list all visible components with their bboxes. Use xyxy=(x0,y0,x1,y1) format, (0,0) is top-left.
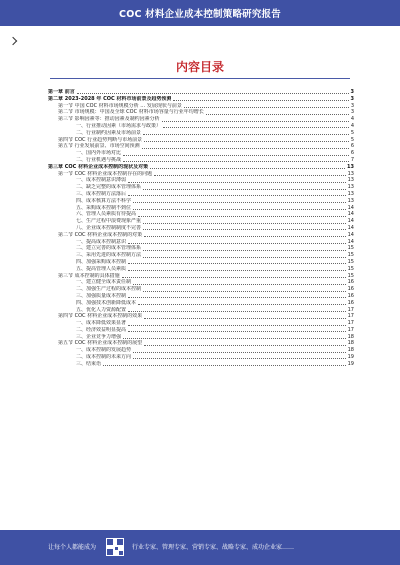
toc-entry-title: 三、成本控制方法落后 xyxy=(76,190,127,197)
toc-entry-page: 17 xyxy=(347,326,354,333)
toc-leader-dots xyxy=(128,263,346,264)
toc-leader-dots xyxy=(144,318,346,319)
toc-entry-page: 4 xyxy=(350,116,354,123)
toc-entry-page: 19 xyxy=(347,354,354,361)
toc-entry-title: 第二章 2023-2028 年 COC 材料市场前景及趋势预测 xyxy=(48,95,172,102)
toc-leader-dots xyxy=(143,189,346,190)
toc-entry-page: 18 xyxy=(347,333,354,340)
toc-entry-page: 15 xyxy=(347,258,354,265)
toc-entry-title: 二、建立完善的成本管理体系 xyxy=(76,245,142,252)
toc-leader-dots xyxy=(128,182,346,183)
toc-entry-title: 第三章 COC 材料企业成本控制的现状及对策 xyxy=(48,163,149,170)
toc-title: 内容目录 xyxy=(175,60,224,74)
toc-entry-title: 第四节 COC 行业趋势判断与市场前景 xyxy=(58,136,143,143)
toc-entry[interactable] xyxy=(48,313,354,320)
toc-leader-dots xyxy=(128,325,346,326)
toc-entry[interactable] xyxy=(48,191,354,198)
toc-leader-dots xyxy=(143,223,346,224)
footer-slogan-left: 让每个人都能成为 xyxy=(48,544,97,551)
toc-entry[interactable] xyxy=(48,103,354,110)
toc-leader-dots xyxy=(163,127,349,128)
toc-entry-title: 二、行业机遇与挑战 xyxy=(76,156,122,163)
toc-entry[interactable] xyxy=(48,177,354,184)
toc-entry-page: 3 xyxy=(350,102,354,109)
toc-entry-page: 13 xyxy=(347,190,354,197)
toc-leader-dots xyxy=(133,202,346,203)
toc-entry-title: 第一节 COC 材料企业成本控制存在的问题 xyxy=(58,170,153,177)
toc-entry-page: 14 xyxy=(347,238,354,245)
toc-entry-page: 18 xyxy=(347,340,354,347)
toc-entry[interactable] xyxy=(48,211,354,218)
footer-slogan-right: 行业专家、管理专家、营销专家、战略专家、成功企业家…… xyxy=(132,544,295,551)
toc-leader-dots xyxy=(128,297,346,298)
toc-leader-dots xyxy=(128,311,346,312)
toc-entry[interactable] xyxy=(48,266,354,273)
toc-entry-page: 6 xyxy=(350,143,354,150)
toc-leader-dots xyxy=(138,304,346,305)
toc-leader-dots xyxy=(128,270,346,271)
toc-entry[interactable] xyxy=(48,300,354,307)
toc-leader-dots xyxy=(143,257,346,258)
toc-leader-dots xyxy=(133,209,346,210)
toc-entry[interactable] xyxy=(48,89,354,96)
toc-entry-title: 第五节 COC 材料企业成本控制的展望 xyxy=(58,340,143,347)
toc-entry-title: 一、行业推动因素（市场需求与政策） xyxy=(76,122,162,129)
toc-entry-page: 13 xyxy=(347,163,354,170)
toc-entry-title: 第一章 前言 xyxy=(48,89,75,95)
toc-entry[interactable] xyxy=(48,116,354,123)
toc-leader-dots xyxy=(206,114,349,115)
toc-entry-page: 16 xyxy=(347,299,354,306)
toc-leader-dots xyxy=(143,291,346,292)
chevron-down-icon xyxy=(9,37,17,45)
toc-entry-page: 18 xyxy=(347,347,354,354)
toc-entry-page: 6 xyxy=(350,150,354,157)
toc-entry-title: 二、加强生产过程的成本控制 xyxy=(76,286,142,293)
toc-entry-page: 13 xyxy=(347,197,354,204)
toc-entry[interactable] xyxy=(48,334,354,341)
toc-leader-dots xyxy=(143,229,346,230)
toc-entry-title: 四、加强采购成本控制 xyxy=(76,258,127,265)
toc-entry[interactable] xyxy=(48,130,354,137)
toc-leader-dots xyxy=(128,331,346,332)
table-of-contents xyxy=(48,89,354,368)
toc-entry-title: 七、生产过程中浪费现象严重 xyxy=(76,218,142,225)
toc-leader-dots xyxy=(138,216,346,217)
toc-entry[interactable] xyxy=(48,164,354,171)
toc-entry-title: 第三节 影响因素等：推动因素及制约因素分析 xyxy=(58,116,160,123)
toc-entry-page: 15 xyxy=(347,272,354,279)
toc-entry[interactable] xyxy=(48,361,354,368)
toc-leader-dots xyxy=(103,365,346,366)
toc-entry-page: 17 xyxy=(347,306,354,313)
toc-leader-dots xyxy=(142,148,349,149)
toc-entry[interactable] xyxy=(48,252,354,259)
toc-leader-dots xyxy=(128,195,346,196)
toc-entry[interactable] xyxy=(48,143,354,150)
toc-entry[interactable] xyxy=(48,184,354,191)
toc-leader-dots xyxy=(150,168,345,169)
toc-entry[interactable] xyxy=(48,340,354,347)
toc-leader-dots xyxy=(144,141,349,142)
toc-entry[interactable] xyxy=(48,109,354,116)
toc-entry[interactable] xyxy=(48,171,354,178)
toc-entry-title: 三、加强质量成本控制 xyxy=(76,292,127,299)
toc-entry-page: 16 xyxy=(347,292,354,299)
toc-entry[interactable] xyxy=(48,239,354,246)
toc-entry-title: 第五节 行业发展前景、市场空间预测 xyxy=(58,143,140,150)
toc-entry[interactable] xyxy=(48,157,354,164)
toc-leader-dots xyxy=(77,93,349,94)
toc-entry-title: 第三节 成本控制的具体措施 xyxy=(58,272,120,279)
toc-entry-page: 7 xyxy=(350,156,354,163)
toc-entry[interactable] xyxy=(48,327,354,334)
toc-entry-title: 一、成本控制意识薄弱 xyxy=(76,177,127,184)
toc-entry-title: 二、行业制约因素及市场前景 xyxy=(76,129,142,136)
toc-entry[interactable] xyxy=(48,286,354,293)
toc-entry-title: 三、企业竞争力增强 xyxy=(76,333,122,340)
toc-entry[interactable] xyxy=(48,273,354,280)
toc-leader-dots xyxy=(144,236,346,237)
toc-leader-dots xyxy=(144,345,346,346)
toc-entry[interactable] xyxy=(48,354,354,361)
toc-entry[interactable] xyxy=(48,279,354,286)
toc-entry[interactable] xyxy=(48,225,354,232)
toc-entry-page: 17 xyxy=(347,313,354,320)
toc-entry-title: 二、成本控制的未来方向 xyxy=(76,354,132,361)
toc-entry[interactable] xyxy=(48,293,354,300)
toc-entry-page: 3 xyxy=(350,109,354,116)
toc-entry-page: 13 xyxy=(347,177,354,184)
toc-entry-title: 第二节 COC 材料企业成本控制的对策 xyxy=(58,231,143,238)
toc-leader-dots xyxy=(123,338,346,339)
toc-entry[interactable] xyxy=(48,245,354,252)
toc-entry-title: 一、成本降低效果显著 xyxy=(76,320,127,327)
toc-leader-dots xyxy=(133,284,346,285)
toc-entry-page: 3 xyxy=(350,89,354,95)
toc-entry[interactable] xyxy=(48,218,354,225)
toc-entry-title: 二、缺乏完整的成本管理体系 xyxy=(76,184,142,191)
toc-entry-title: 第二节 市场规模：中国及全球 COC 材料市场容量与行业年均增长 xyxy=(58,109,204,116)
toc-entry-title: 三、采用先进的成本控制方法 xyxy=(76,252,142,259)
page-header xyxy=(0,0,400,26)
toc-leader-dots xyxy=(184,107,349,108)
toc-entry-page: 14 xyxy=(347,218,354,225)
toc-entry-page: 17 xyxy=(347,320,354,327)
toc-entry[interactable] xyxy=(48,150,354,157)
toc-entry[interactable] xyxy=(48,232,354,239)
toc-entry-page: 13 xyxy=(347,170,354,177)
toc-entry-title: 一、建立健全成本责任制 xyxy=(76,279,132,286)
toc-entry-page: 19 xyxy=(347,360,354,367)
toc-entry-title: 三、结束语 xyxy=(76,360,102,367)
qr-code-icon xyxy=(106,538,124,556)
toc-leader-dots xyxy=(143,250,346,251)
toc-entry-title: 五、优化人力资源配置 xyxy=(76,306,127,313)
toc-entry-title: 一、国内外市场对比 xyxy=(76,150,122,157)
toc-entry-page: 4 xyxy=(350,122,354,129)
report-title: COC 材料企业成本控制策略研究报告 xyxy=(119,9,281,20)
toc-title-underline xyxy=(50,78,350,79)
toc-entry[interactable] xyxy=(48,96,354,103)
toc-leader-dots xyxy=(122,277,346,278)
toc-entry-page: 14 xyxy=(347,224,354,231)
toc-entry-title: 二、经济效益明显提高 xyxy=(76,326,127,333)
toc-leader-dots xyxy=(162,121,349,122)
toc-entry-page: 14 xyxy=(347,211,354,218)
toc-entry-page: 5 xyxy=(350,136,354,143)
toc-leader-dots xyxy=(154,175,346,176)
toc-entry[interactable] xyxy=(48,259,354,266)
toc-entry-page: 3 xyxy=(350,95,354,102)
toc-entry-title: 第一节 中国 COC 材料市场规模分析 … 发展现状与前景 xyxy=(58,102,182,109)
toc-entry[interactable] xyxy=(48,347,354,354)
toc-leader-dots xyxy=(123,161,349,162)
toc-entry-title: 第四节 COC 材料企业成本控制的效果 xyxy=(58,313,143,320)
toc-entry-page: 16 xyxy=(347,286,354,293)
toc-entry-title: 一、成本控制的发展趋势 xyxy=(76,347,132,354)
toc-leader-dots xyxy=(133,358,346,359)
toc-entry-title: 八、企业成本控制制度不完善 xyxy=(76,224,142,231)
toc-entry-page: 5 xyxy=(350,129,354,136)
toc-entry-page: 13 xyxy=(347,184,354,191)
toc-entry[interactable] xyxy=(48,123,354,130)
toc-entry-title: 六、管理人员素质有待提高 xyxy=(76,211,137,218)
toc-entry-page: 15 xyxy=(347,245,354,252)
toc-entry-title: 五、采购成本控制不到位 xyxy=(76,204,132,211)
toc-entry[interactable] xyxy=(48,320,354,327)
toc-entry-page: 15 xyxy=(347,265,354,272)
toc-leader-dots xyxy=(133,352,346,353)
toc-entry-title: 四、加强技术创新降低成本 xyxy=(76,299,137,306)
toc-entry[interactable] xyxy=(48,137,354,144)
toc-entry-page: 15 xyxy=(347,252,354,259)
toc-leader-dots xyxy=(173,100,348,101)
toc-leader-dots xyxy=(143,134,349,135)
toc-entry-title: 一、提高成本控制意识 xyxy=(76,238,127,245)
page-footer xyxy=(0,530,400,565)
toc-entry[interactable] xyxy=(48,205,354,212)
toc-entry[interactable] xyxy=(48,198,354,205)
toc-entry-page: 14 xyxy=(347,231,354,238)
toc-entry-title: 五、提高管理人员素质 xyxy=(76,265,127,272)
toc-leader-dots xyxy=(128,243,346,244)
toc-entry-page: 16 xyxy=(347,279,354,286)
toc-entry-title: 四、成本核算方法不科学 xyxy=(76,197,132,204)
toc-leader-dots xyxy=(123,155,349,156)
toc-entry-page: 14 xyxy=(347,204,354,211)
toc-entry[interactable] xyxy=(48,307,354,314)
